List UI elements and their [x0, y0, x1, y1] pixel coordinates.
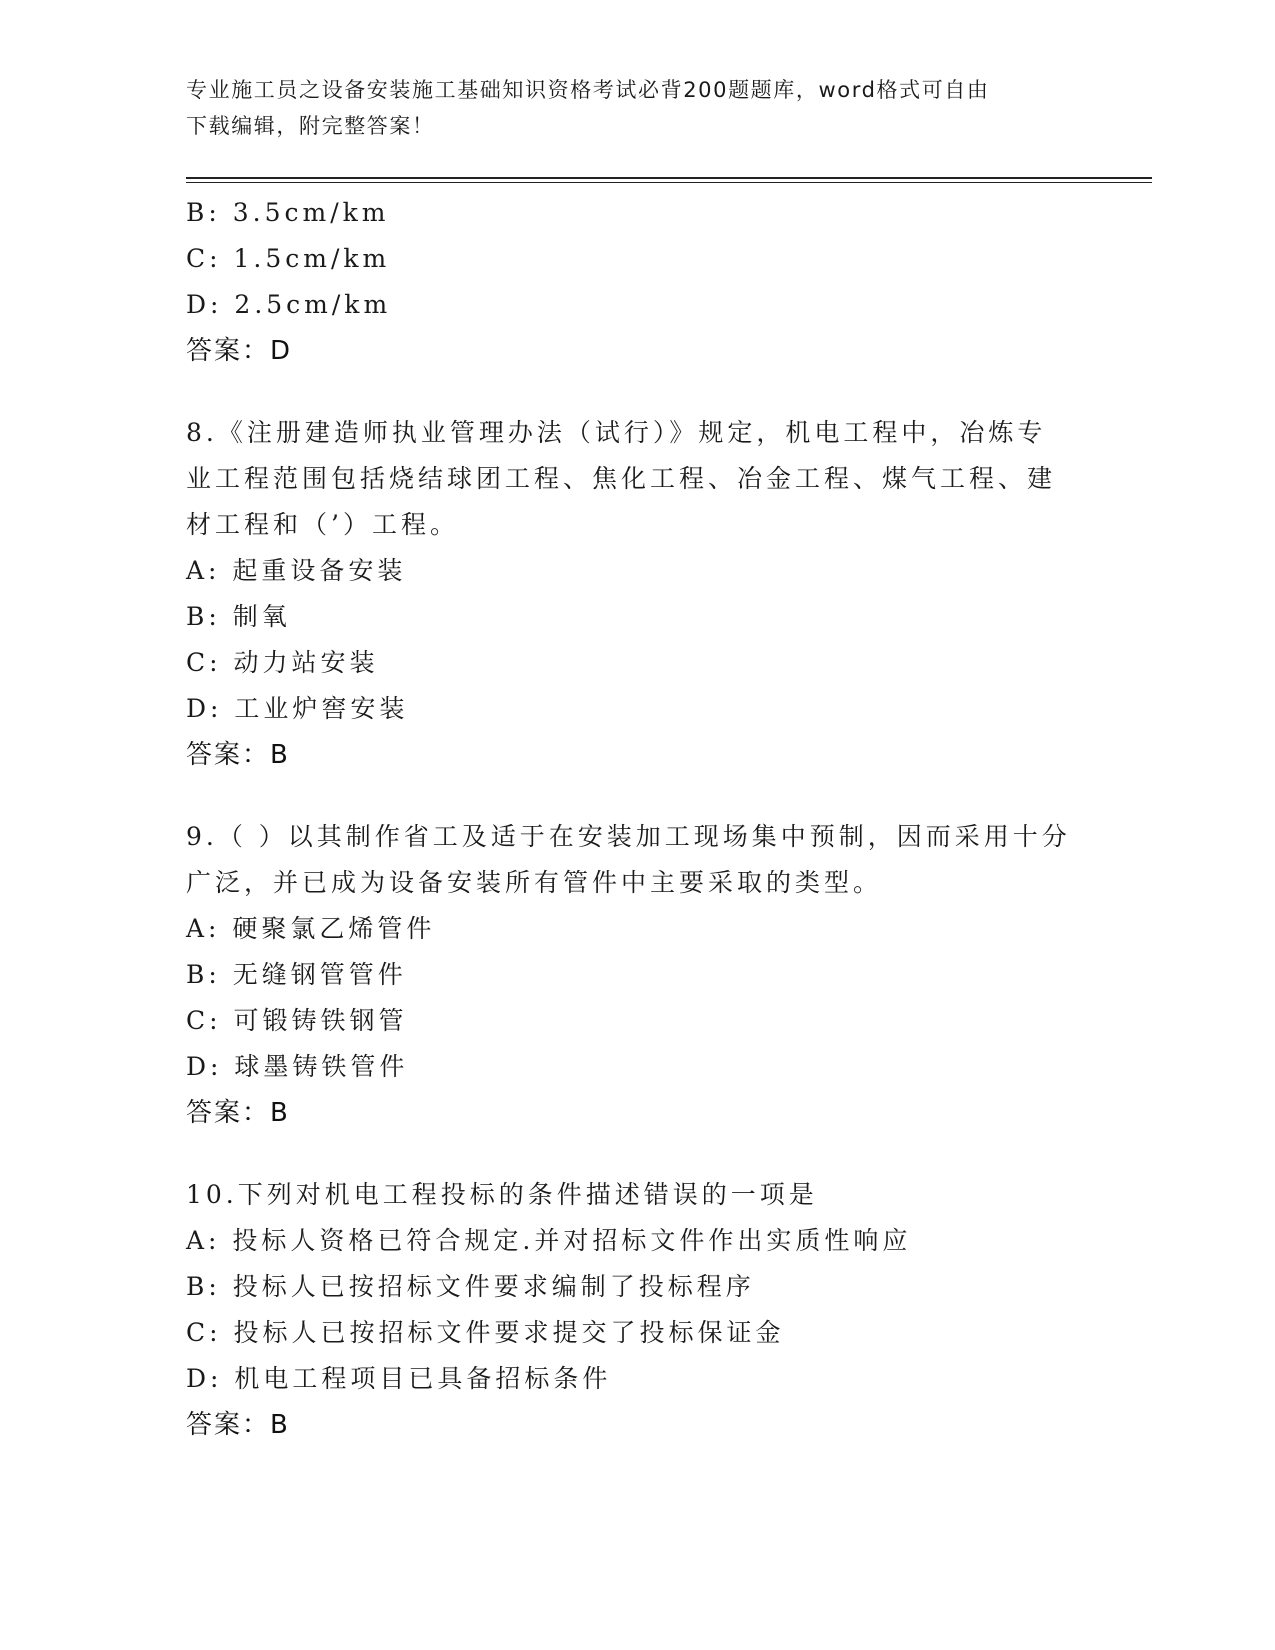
option-b: B: 3.5cm/km [186, 198, 390, 227]
question-stem-line: 材工程和（’）工程。 [186, 510, 459, 539]
question-stem-line: 10.下列对机电工程投标的条件描述错误的一项是 [186, 1180, 818, 1209]
option-c: C: 投标人已按招标文件要求提交了投标保证金 [186, 1318, 785, 1347]
question-8 [186, 410, 1086, 778]
question-10 [186, 1172, 1086, 1448]
option-b: B: 无缝钢管管件 [186, 960, 407, 989]
question-7-continued [186, 190, 1086, 374]
question-stem-line: 业工程范围包括烧结球团工程、焦化工程、冶金工程、煤气工程、建 [186, 464, 1057, 493]
question-9 [186, 814, 1086, 1136]
option-d: D: 机电工程项目已具备招标条件 [186, 1364, 612, 1393]
answer-label: 答案：B [186, 1098, 290, 1128]
answer-label: 答案：B [186, 1410, 290, 1440]
option-d: D: 工业炉窖安装 [186, 694, 409, 723]
header-rule-thick [186, 177, 1152, 179]
header-line-2: 下载编辑，附完整答案！ [186, 114, 435, 138]
option-b: B: 投标人已按招标文件要求编制了投标程序 [186, 1272, 755, 1301]
document-header [186, 72, 1066, 144]
question-stem-line: 广泛，并已成为设备安装所有管件中主要采取的类型。 [186, 868, 883, 897]
option-c: C: 动力站安装 [186, 648, 379, 677]
option-b: B: 制氧 [186, 602, 291, 631]
header-rule-thin [186, 182, 1152, 183]
option-c: C: 1.5cm/km [186, 244, 391, 273]
question-stem-line: 8.《注册建造师执业管理办法（试行）》规定，机电工程中，冶炼专 [186, 418, 1047, 447]
question-stem-line: 9.（ ）以其制作省工及适于在安装加工现场集中预制，因而采用十分 [186, 822, 1071, 851]
answer-label: 答案：B [186, 740, 290, 770]
answer-label: 答案：D [186, 336, 293, 366]
option-c: C: 可锻铸铁钢管 [186, 1006, 408, 1035]
option-a: A: 投标人资格已符合规定.并对招标文件作出实质性响应 [186, 1226, 912, 1255]
option-d: D: 球墨铸铁管件 [186, 1052, 409, 1081]
option-a: A: 起重设备安装 [186, 556, 407, 585]
header-line-1: 专业施工员之设备安装施工基础知识资格考试必背200题题库，word格式可自由 [186, 78, 990, 102]
question-list [186, 190, 1086, 1448]
option-d: D: 2.5cm/km [186, 290, 392, 319]
option-a: A: 硬聚氯乙烯管件 [186, 914, 436, 943]
